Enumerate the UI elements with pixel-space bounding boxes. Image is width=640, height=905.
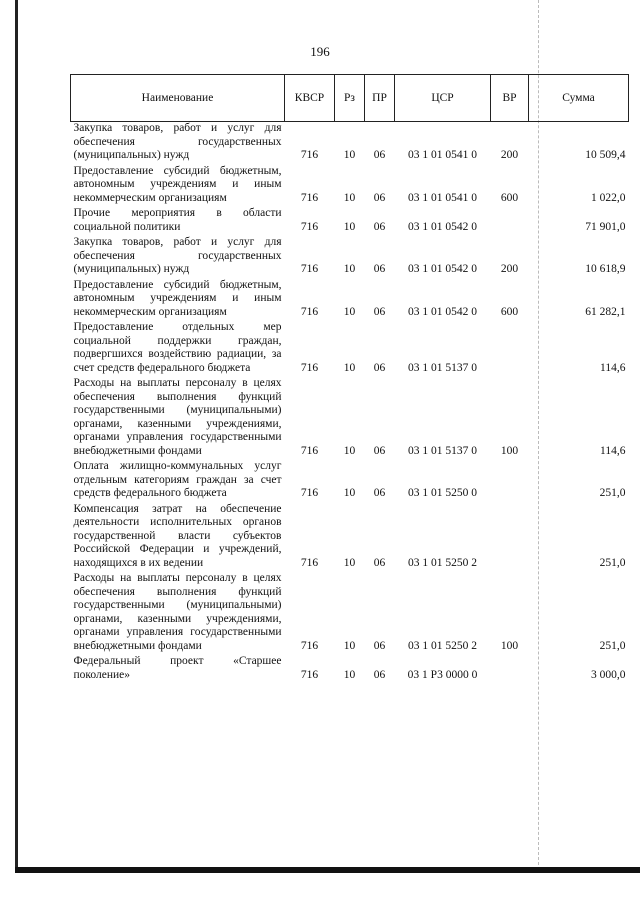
row-vr — [491, 655, 529, 684]
row-name: Закупка товаров, работ и услуг для обеспечения государственных (муниципальных) нужд — [73, 236, 282, 275]
row-vr: 600 — [500, 305, 519, 318]
row-pr: 06 — [373, 487, 386, 499]
row-rz: 10 — [343, 639, 356, 652]
header-csr: ЦСР — [395, 75, 491, 122]
row-sum: 251,0 — [599, 556, 626, 569]
row-name: Предоставление отдельных мер социальной поддержки граждан, подвергшихся воздействию радиации, за счет средств федерального бюджета — [73, 321, 282, 374]
table-row — [71, 207, 629, 236]
row-rz: 10 — [343, 556, 356, 569]
row-rz: 10 — [343, 191, 356, 204]
row-name: Компенсация затрат на обеспечение деятельности исполнительных органов государственной власти субъектов Российской Федерации и учреждений, находящихся в их ведении — [73, 502, 282, 569]
table-row — [71, 377, 629, 460]
row-sum: 1 022,0 — [591, 191, 626, 204]
row-rz: 10 — [343, 305, 356, 318]
row-rz: 10 — [343, 149, 356, 161]
row-csr: 03 1 01 5250 2 — [408, 556, 477, 569]
row-name: Расходы на выплаты персоналу в целях обеспечения выполнения функций государственными (муниципальными) органами, казенными учреждениями, органами управления государственными внебюджетными фондами — [73, 377, 282, 457]
row-pr: 06 — [373, 220, 386, 233]
row-kvsr: 716 — [300, 220, 319, 233]
row-sum: 10 618,9 — [585, 263, 626, 275]
row-pr: 06 — [373, 305, 386, 318]
table-row — [71, 165, 629, 208]
row-name: Прочие мероприятия в области социальной политики — [73, 207, 282, 233]
row-kvsr: 716 — [300, 361, 319, 374]
row-csr: 03 1 01 5250 0 — [408, 487, 477, 499]
row-rz: 10 — [343, 263, 356, 275]
table-row — [71, 236, 629, 279]
row-pr: 06 — [373, 149, 386, 161]
row-kvsr: 716 — [300, 668, 319, 681]
row-vr: 200 — [500, 149, 519, 161]
row-csr: 03 1 01 0542 0 — [408, 305, 477, 318]
row-pr: 06 — [373, 444, 386, 457]
table-row — [71, 572, 629, 655]
row-csr: 03 1 01 0542 0 — [408, 263, 477, 275]
table-row — [71, 503, 629, 573]
row-csr: 03 1 01 5137 0 — [408, 444, 477, 457]
row-rz: 10 — [343, 487, 356, 499]
row-sum: 10 509,4 — [585, 149, 626, 161]
table-row — [71, 321, 629, 377]
row-rz: 10 — [343, 444, 356, 457]
row-vr — [491, 321, 529, 377]
row-sum: 114,6 — [600, 444, 626, 457]
page-number: 196 — [310, 44, 330, 59]
row-vr — [491, 503, 529, 573]
row-vr: 600 — [500, 191, 519, 204]
row-rz: 10 — [343, 220, 356, 233]
row-vr — [491, 460, 529, 503]
row-sum: 3 000,0 — [591, 668, 626, 681]
row-kvsr: 716 — [300, 305, 319, 318]
row-csr: 03 1 01 0541 0 — [408, 149, 477, 161]
page-bottom-border — [15, 867, 640, 873]
row-csr: 03 1 01 0542 0 — [408, 220, 477, 233]
row-rz: 10 — [343, 668, 356, 681]
row-pr: 06 — [373, 191, 386, 204]
budget-table — [70, 74, 629, 684]
row-name: Предоставление субсидий бюджетным, автономным учреждениям и иным некоммерческим организациям — [73, 164, 282, 204]
row-sum: 61 282,1 — [585, 305, 626, 318]
row-name: Федеральный проект «Старшее поколение» — [73, 655, 282, 681]
row-pr: 06 — [373, 639, 386, 652]
header-vr: ВР — [491, 75, 529, 122]
row-sum: 71 901,0 — [585, 220, 626, 233]
row-kvsr: 716 — [300, 639, 319, 652]
row-name: Оплата жилищно-коммунальных услуг отдельным категориям граждан за счет средств федерального бюджета — [73, 460, 282, 499]
header-kvsr: КВСР — [285, 75, 335, 122]
row-kvsr: 716 — [300, 444, 319, 457]
row-sum: 251,0 — [599, 639, 626, 652]
row-csr: 03 1 P3 0000 0 — [407, 668, 478, 681]
row-vr — [491, 207, 529, 236]
row-vr: 100 — [500, 639, 519, 652]
row-pr: 06 — [373, 361, 386, 374]
table-row — [71, 460, 629, 503]
table-row — [71, 655, 629, 684]
header-sum: Сумма — [529, 75, 629, 122]
row-pr: 06 — [373, 668, 386, 681]
row-name: Предоставление субсидий бюджетным, автономным учреждениям и иным некоммерческим организациям — [73, 278, 282, 318]
table-header-row — [71, 75, 629, 122]
row-kvsr: 716 — [300, 263, 319, 275]
row-kvsr: 716 — [300, 487, 319, 499]
row-vr: 200 — [500, 263, 519, 275]
header-pr: ПР — [365, 75, 395, 122]
row-csr: 03 1 01 0541 0 — [408, 191, 477, 204]
row-pr: 06 — [373, 263, 386, 275]
row-kvsr: 716 — [300, 149, 319, 161]
page-left-border — [15, 0, 18, 870]
row-name: Расходы на выплаты персоналу в целях обеспечения выполнения функций государственными (муниципальными) органами, казенными учреждениями, органами управления государственными внебюджетными фондами — [73, 572, 282, 652]
row-pr: 06 — [373, 556, 386, 569]
row-sum: 114,6 — [600, 361, 626, 374]
header-name: Наименование — [71, 75, 285, 122]
table-row — [71, 279, 629, 322]
row-vr: 100 — [500, 444, 519, 457]
header-rz: Рз — [335, 75, 365, 122]
row-kvsr: 716 — [300, 191, 319, 204]
row-csr: 03 1 01 5137 0 — [408, 361, 477, 374]
table-row — [71, 122, 629, 165]
row-csr: 03 1 01 5250 2 — [408, 639, 477, 652]
row-kvsr: 716 — [300, 556, 319, 569]
row-rz: 10 — [343, 361, 356, 374]
row-sum: 251,0 — [599, 487, 626, 499]
row-name: Закупка товаров, работ и услуг для обеспечения государственных (муниципальных) нужд — [73, 122, 282, 161]
